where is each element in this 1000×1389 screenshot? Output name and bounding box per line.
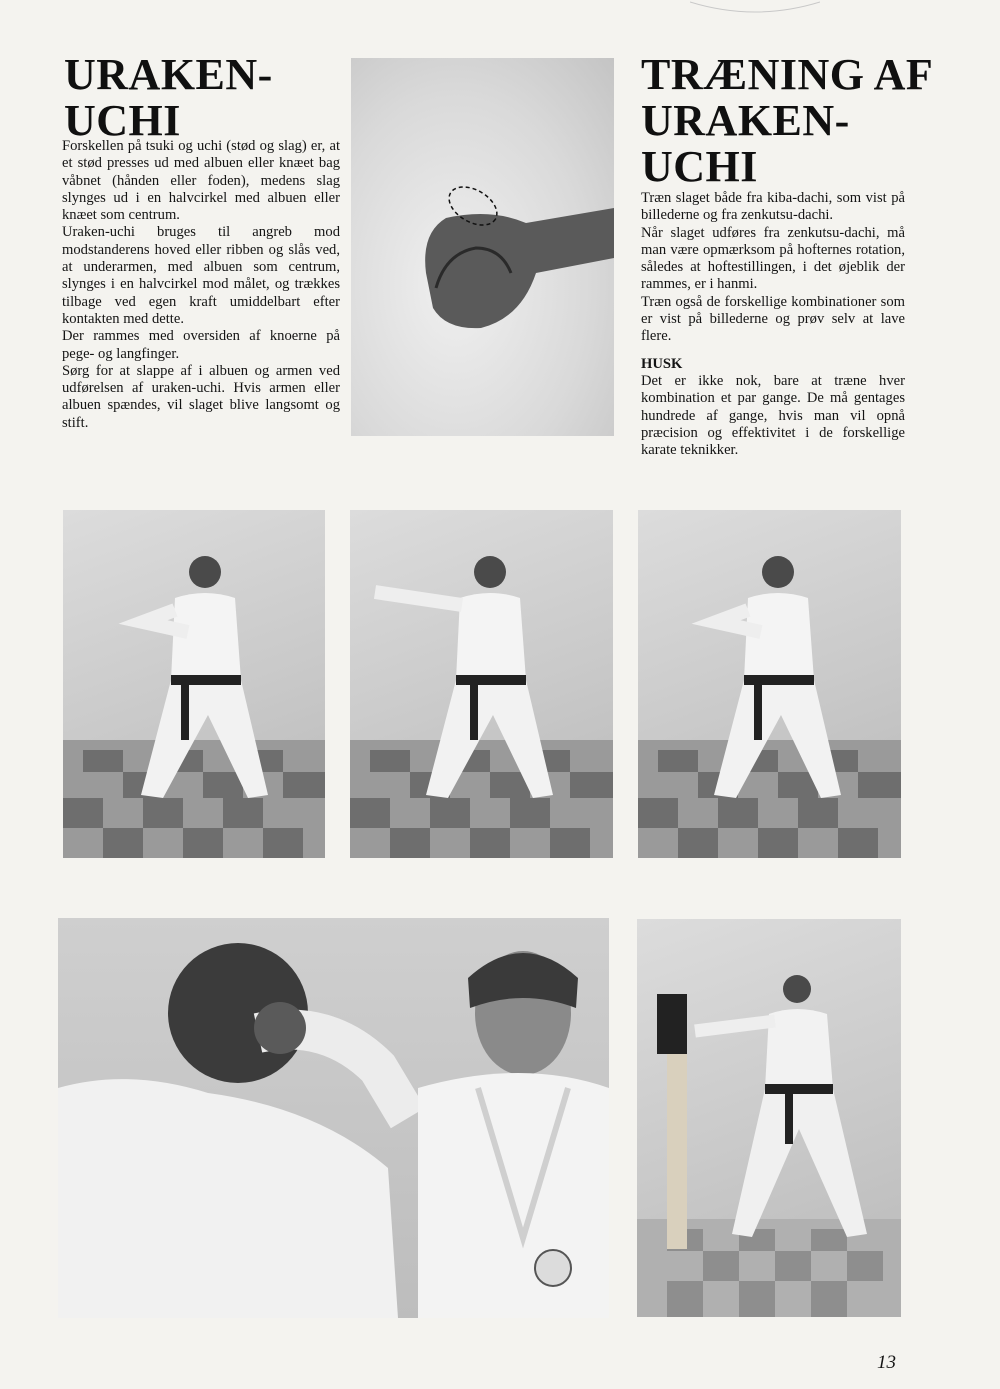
right-heading xyxy=(641,52,933,190)
sequence-photo-2 xyxy=(350,510,613,858)
right-paragraph-3: Træn også de forskellige kombinationer som er vist på billederne og prøv selv at lave flere. xyxy=(641,293,905,345)
page-number: 13 xyxy=(877,1352,896,1373)
left-heading-line-1: URAKEN- xyxy=(64,50,273,99)
karateka-stance-illustration xyxy=(63,510,325,858)
right-heading-line-3: UCHI xyxy=(641,142,758,191)
fist-illustration xyxy=(351,58,614,436)
husk-text: Det er ikke nok, bare at træne hver kombination et par gange. De må gentages hundrede af gange, hvis man vil opnå præcision og effektivitet i de forskellige karate teknikker. xyxy=(641,372,905,459)
partner-strike-illustration xyxy=(58,918,609,1318)
left-paragraph-2: Uraken-uchi bruges til angreb mod modstanderens hoved eller ribben og slås ved, at underarmen, med albuen som centrum, slynges i en halvcirkel mod målet, og trækkes tilbage ved egen kraft umiddelbart efter kontakten med dette. xyxy=(62,224,340,327)
left-paragraph-3: Der rammes med oversiden af knoerne på pege- og langfinger. xyxy=(62,328,340,362)
sequence-photo-3 xyxy=(638,510,901,858)
partner-strike-photo xyxy=(58,918,609,1318)
makiwara-practice-illustration xyxy=(637,919,901,1317)
left-heading-line-2: UCHI xyxy=(64,96,181,145)
right-paragraph-2: Når slaget udføres fra zenkutsu-dachi, må man være opmærksom på hofternes rotation, således at hoftestillingen, i det øjeblik der rammes, er i hanmi. xyxy=(641,224,905,293)
left-paragraph-1: Forskellen på tsuki og uchi (stød og slag) er, at et stød presses ud med albuen eller knæet bag våbnet (hånden eller foden), medens slag slynges ud i en halvcirkel med albuen eller knæet som centrum. xyxy=(62,138,340,224)
page-corner-mark xyxy=(690,0,820,20)
right-heading-line-1: TRÆNING AF xyxy=(641,50,934,99)
left-paragraph-4: Sørg for at slappe af i albuen og armen ved udførelsen af uraken-uchi. Hvis armen eller albuen spændes, vil slaget blive langsomt og stift. xyxy=(62,362,340,431)
makiwara-photo xyxy=(637,919,901,1317)
left-article-body xyxy=(62,138,340,432)
husk-label: HUSK xyxy=(641,355,683,372)
karateka-stance-illustration xyxy=(638,510,901,858)
right-paragraph-1: Træn slaget både fra kiba-dachi, som vist på billederne og fra zenkutsu-dachi. xyxy=(641,190,905,224)
right-article-body xyxy=(641,190,905,459)
sequence-photo-1 xyxy=(63,510,325,858)
right-heading-line-2: URAKEN- xyxy=(641,96,850,145)
left-heading xyxy=(64,52,273,144)
fist-closeup-photo xyxy=(351,58,614,436)
karateka-strike-illustration xyxy=(350,510,613,858)
